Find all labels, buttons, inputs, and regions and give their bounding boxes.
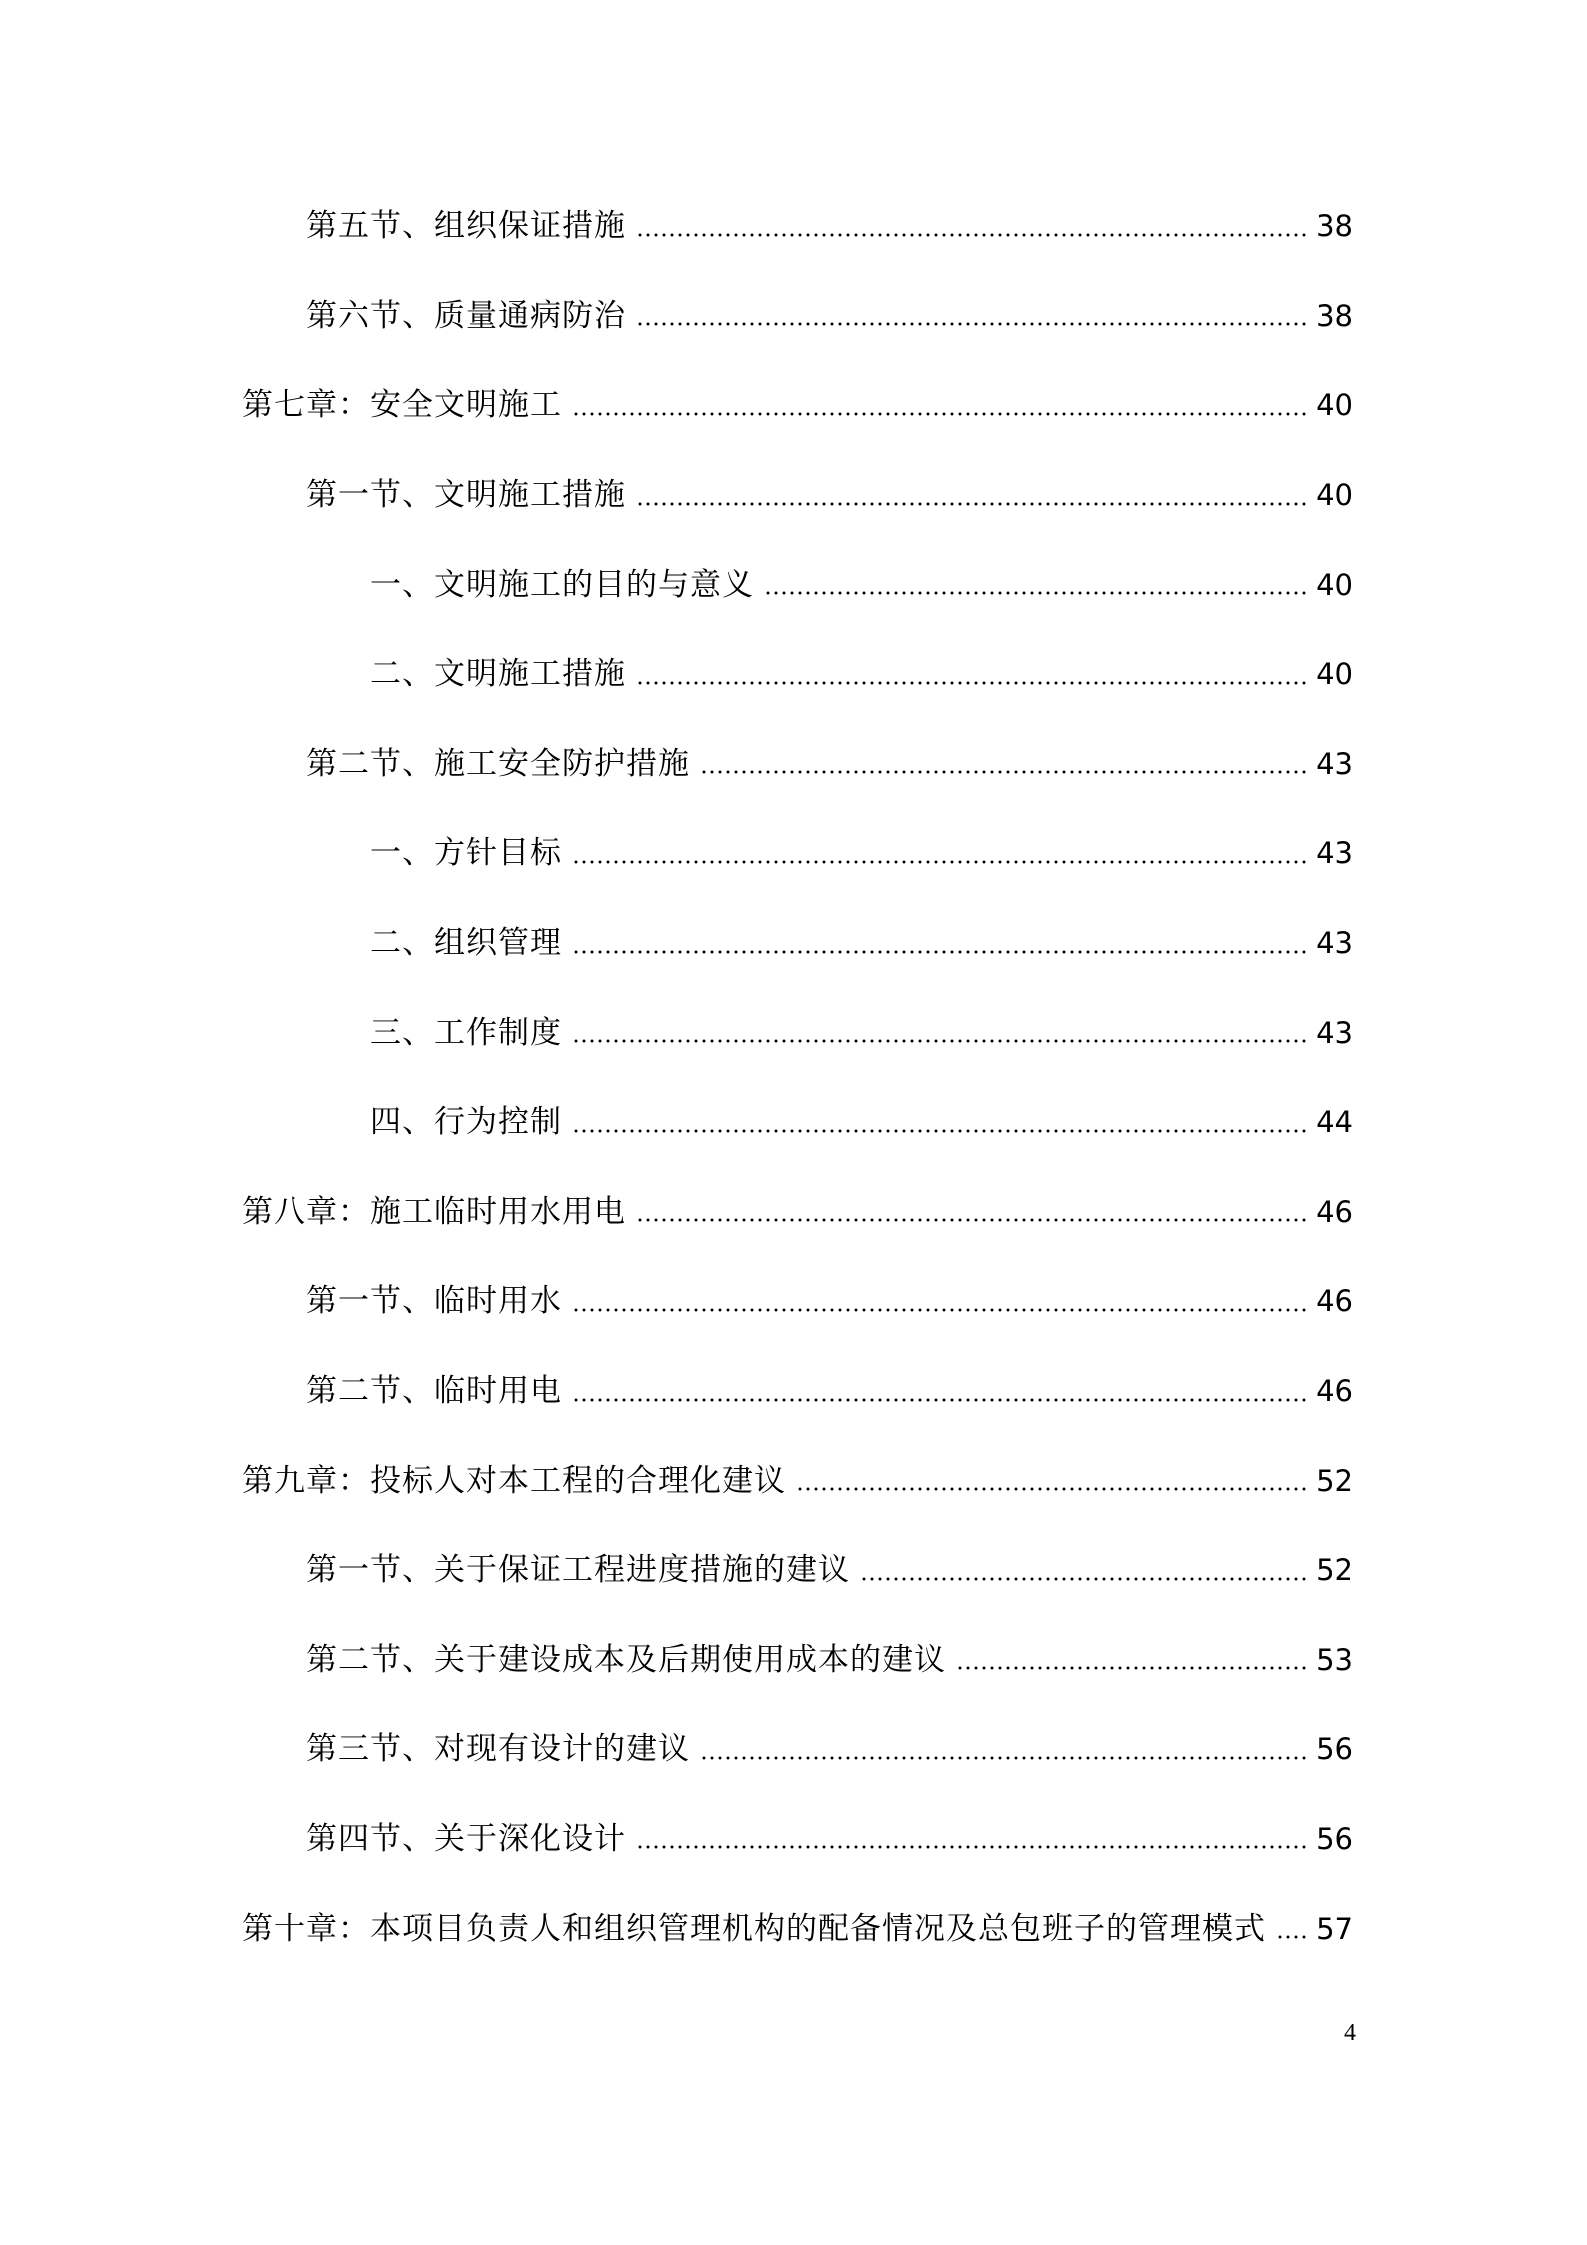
toc-entry[interactable] <box>0 1884 1587 1974</box>
toc-dot-leader <box>636 1218 1310 1222</box>
toc-entry[interactable] <box>0 1616 1587 1706</box>
toc-entry-title: 第二节、施工安全防护措施 <box>306 745 690 782</box>
toc-entry-page: 57 <box>1316 1911 1353 1946</box>
toc-entry[interactable] <box>0 1526 1587 1616</box>
toc-entry-title: 第二节、关于建设成本及后期使用成本的建议 <box>306 1641 946 1678</box>
page-number: 4 <box>1344 2020 1356 2046</box>
toc-entry[interactable] <box>0 1257 1587 1347</box>
toc-entry[interactable] <box>0 182 1587 272</box>
toc-entry-page: 46 <box>1316 1194 1353 1229</box>
toc-entry-page: 56 <box>1316 1732 1353 1767</box>
toc-entry-title: 第一节、关于保证工程进度措施的建议 <box>306 1552 850 1589</box>
toc-entry-title: 第二节、临时用电 <box>306 1373 562 1410</box>
toc-dot-leader <box>572 1308 1310 1312</box>
toc-dot-leader <box>956 1666 1310 1670</box>
table-of-contents <box>0 182 1587 1974</box>
toc-dot-leader <box>572 1129 1310 1133</box>
toc-entry-title: 第十章：本项目负责人和组织管理机构的配备情况及总包班子的管理模式 <box>242 1910 1266 1947</box>
toc-entry[interactable] <box>0 720 1587 810</box>
toc-entry-title: 二、文明施工措施 <box>370 656 626 693</box>
toc-entry-page: 43 <box>1316 746 1353 781</box>
toc-entry[interactable] <box>0 809 1587 899</box>
toc-entry-page: 40 <box>1316 567 1353 602</box>
toc-entry-title: 第五节、组织保证措施 <box>306 208 626 245</box>
toc-dot-leader <box>700 1756 1310 1760</box>
toc-entry[interactable] <box>0 630 1587 720</box>
toc-dot-leader <box>636 681 1310 685</box>
toc-entry-page: 56 <box>1316 1821 1353 1856</box>
toc-entry-title: 第四节、关于深化设计 <box>306 1820 626 1857</box>
toc-entry-title: 一、方针目标 <box>370 835 562 872</box>
toc-entry[interactable] <box>0 1347 1587 1437</box>
toc-entry-title: 第九章：投标人对本工程的合理化建议 <box>242 1462 786 1499</box>
toc-dot-leader <box>572 412 1310 416</box>
toc-entry-page: 46 <box>1316 1374 1353 1409</box>
toc-entry-title: 第三节、对现有设计的建议 <box>306 1731 690 1768</box>
toc-entry-page: 52 <box>1316 1463 1353 1498</box>
toc-entry-page: 38 <box>1316 298 1353 333</box>
toc-entry-page: 43 <box>1316 836 1353 871</box>
toc-entry-page: 40 <box>1316 657 1353 692</box>
toc-entry[interactable] <box>0 1078 1587 1168</box>
toc-entry-page: 53 <box>1316 1642 1353 1677</box>
toc-entry[interactable] <box>0 1168 1587 1258</box>
toc-entry-page: 38 <box>1316 209 1353 244</box>
toc-entry-title: 二、组织管理 <box>370 925 562 962</box>
toc-dot-leader <box>572 1398 1310 1402</box>
toc-dot-leader <box>636 233 1310 237</box>
toc-dot-leader <box>572 950 1310 954</box>
toc-entry-title: 第七章：安全文明施工 <box>242 387 562 424</box>
toc-entry[interactable] <box>0 272 1587 362</box>
toc-dot-leader <box>636 1845 1310 1849</box>
toc-dot-leader <box>636 322 1310 326</box>
toc-entry[interactable] <box>0 451 1587 541</box>
toc-dot-leader <box>764 591 1310 595</box>
toc-dot-leader <box>572 1039 1310 1043</box>
toc-entry-page: 46 <box>1316 1284 1353 1319</box>
toc-entry[interactable] <box>0 988 1587 1078</box>
toc-entry-title: 三、工作制度 <box>370 1014 562 1051</box>
toc-entry-title: 第一节、文明施工措施 <box>306 477 626 514</box>
toc-entry-title: 第六节、质量通病防治 <box>306 297 626 334</box>
toc-entry[interactable] <box>0 1436 1587 1526</box>
toc-dot-leader <box>796 1487 1310 1491</box>
toc-entry-title: 第八章：施工临时用水用电 <box>242 1193 626 1230</box>
toc-entry[interactable] <box>0 1795 1587 1885</box>
toc-entry[interactable] <box>0 361 1587 451</box>
toc-entry[interactable] <box>0 540 1587 630</box>
toc-entry[interactable] <box>0 899 1587 989</box>
toc-dot-leader <box>860 1577 1310 1581</box>
toc-entry-page: 44 <box>1316 1105 1353 1140</box>
toc-dot-leader <box>572 860 1310 864</box>
toc-dot-leader <box>700 770 1310 774</box>
toc-entry-title: 第一节、临时用水 <box>306 1283 562 1320</box>
toc-entry[interactable] <box>0 1705 1587 1795</box>
toc-entry-page: 40 <box>1316 388 1353 423</box>
toc-entry-page: 52 <box>1316 1553 1353 1588</box>
toc-dot-leader <box>1276 1935 1310 1939</box>
toc-entry-page: 43 <box>1316 926 1353 961</box>
toc-entry-page: 43 <box>1316 1015 1353 1050</box>
toc-entry-title: 四、行为控制 <box>370 1104 562 1141</box>
toc-entry-page: 40 <box>1316 478 1353 513</box>
toc-entry-title: 一、文明施工的目的与意义 <box>370 566 754 603</box>
toc-dot-leader <box>636 502 1310 506</box>
